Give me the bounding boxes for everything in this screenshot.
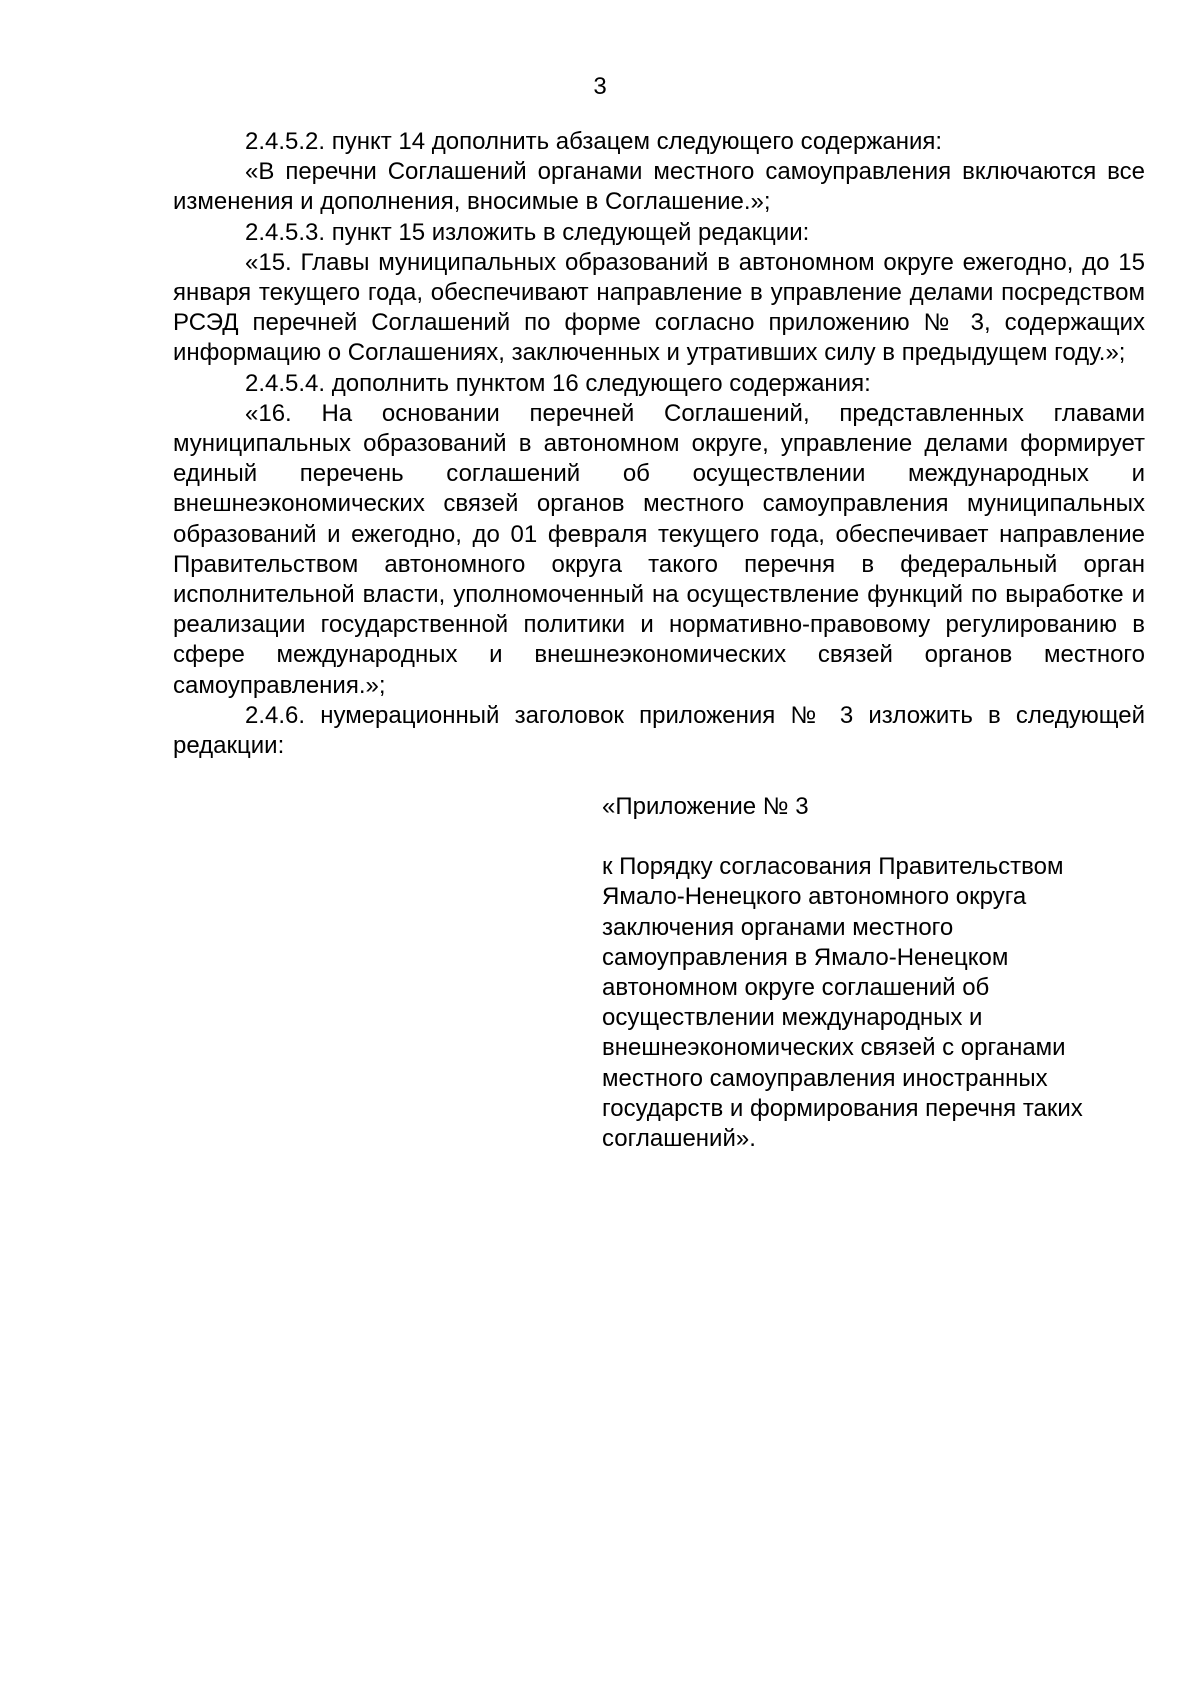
paragraph-2-4-5-2: 2.4.5.2. пункт 14 дополнить абзацем следующего содержания: — [245, 128, 943, 155]
paragraph-2-4-5-3: 2.4.5.3. пункт 15 изложить в следующей редакции: — [245, 218, 810, 246]
paragraph-2-4-6: 2.4.6. нумерационный заголовок приложения № 3 изложить в следующей редакции: — [173, 701, 1145, 760]
paragraph-2-4-5-4: 2.4.5.4. дополнить пунктом 16 следующего содержания: — [245, 369, 871, 397]
appendix-line: самоуправления в Ямало-Ненецком — [602, 943, 1009, 971]
appendix-line: местного самоуправления иностранных — [602, 1064, 1048, 1092]
appendix-line: осуществлении международных и — [602, 1004, 983, 1032]
paragraph-quote-item-15: «15. Главы муниципальных образований в автономном округе ежегодно, до 15 января текущего года, обеспечивают направление в управление делами посредством РСЭД перечней Соглашений по форме согласно приложению № 3, содержащих информацию о Соглашениях, заключенных и утративших силу в предыдущем году.»; — [173, 248, 1145, 367]
appendix-body — [602, 852, 1162, 1154]
appendix-line: заключения органами местного — [602, 913, 954, 941]
appendix-line: соглашений». — [602, 1125, 756, 1153]
appendix-line: государств и формирования перечня таких — [602, 1094, 1083, 1122]
appendix-title: «Приложение № 3 — [602, 793, 809, 820]
appendix-line: внешнеэкономических связей с органами — [602, 1034, 1066, 1062]
paragraph-quote-item-16: «16. На основании перечней Соглашений, представленных главами муниципальных образований в автономном округе, управление делами формирует единый перечень соглашений об осуществлении международных и внешнеэкономических связей органов местного самоуправления муниципальных образований и ежегодно, до 01 февраля текущего года, обеспечивает направление Правительством автономного округа такого перечня в федеральный орган исполнительной власти, уполномоченный на осуществление функций по выработке и реализации государственной политики и нормативно-правовому регулированию в сфере международных и внешнеэкономических связей органов местного самоуправления.»; — [173, 399, 1145, 699]
appendix-heading-block — [602, 792, 1162, 1154]
document-body — [173, 127, 1145, 761]
appendix-line: Ямало-Ненецкого автономного округа — [602, 883, 1027, 911]
page-number: 3 — [593, 73, 607, 100]
appendix-line: к Порядку согласования Правительством — [602, 853, 1064, 881]
paragraph-quote-agreements-list: «В перечни Соглашений органами местного самоуправления включаются все изменения и дополнения, вносимые в Соглашение.»; — [173, 158, 1145, 216]
appendix-line: автономном округе соглашений об — [602, 974, 990, 1002]
appendix-spacer — [602, 822, 1162, 852]
